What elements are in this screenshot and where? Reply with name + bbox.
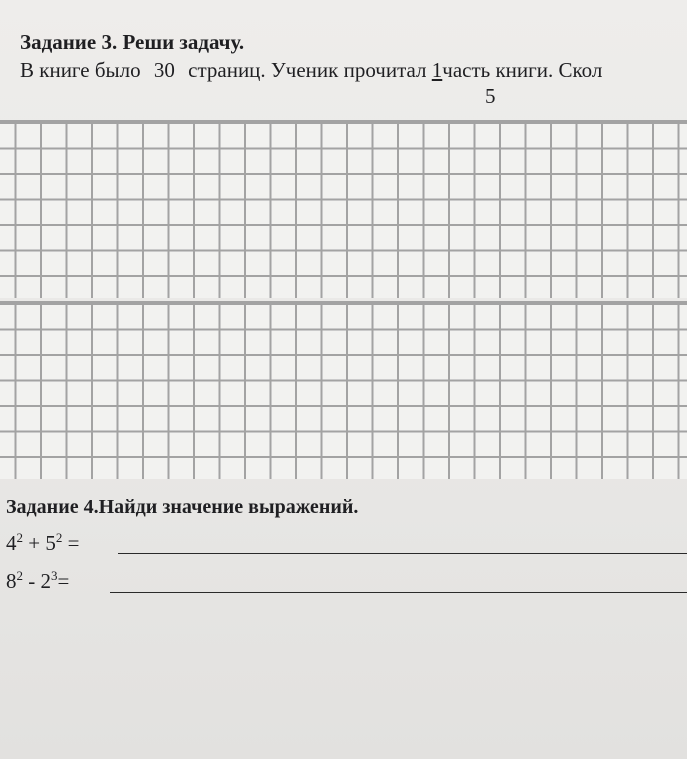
task4-title: Задание 4.Найди значение выражений. (6, 496, 359, 518)
task3-text-after: часть книги. Скол (442, 58, 603, 82)
grid-answer-area-bottom (0, 301, 687, 479)
task3-text-before: В книге было (20, 58, 141, 82)
expr1-base-b: 5 (45, 531, 56, 555)
expr2-base-b: 2 (40, 569, 51, 593)
expr1-exponent-b: 2 (55, 530, 63, 545)
expr2-base-a: 8 (6, 569, 17, 593)
fraction-numerator: 1 (431, 58, 443, 82)
expression-2 (6, 568, 69, 594)
fraction-denominator: 5 (485, 84, 496, 108)
task3-pages-count: 30 (153, 58, 175, 82)
task3-title: Задание 3. Реши задачу. (20, 30, 245, 54)
expr1-exponent-a: 2 (16, 530, 23, 545)
expr2-equals: = (57, 569, 70, 593)
expr2-exponent-b: 3 (51, 568, 58, 583)
expr1-equals: = (67, 531, 80, 555)
expr2-operator: - (28, 569, 36, 593)
answer-line-2[interactable] (110, 592, 687, 593)
expr1-base-a: 4 (6, 531, 17, 555)
task3-text-middle: страниц. Ученик прочитал (188, 58, 427, 82)
expr1-operator: + (28, 531, 41, 555)
answer-line-1[interactable] (118, 553, 687, 554)
task3-problem-text (20, 58, 602, 83)
expr2-exponent-a: 2 (16, 568, 23, 583)
expression-1 (6, 530, 79, 556)
grid-answer-area-top (0, 120, 687, 298)
